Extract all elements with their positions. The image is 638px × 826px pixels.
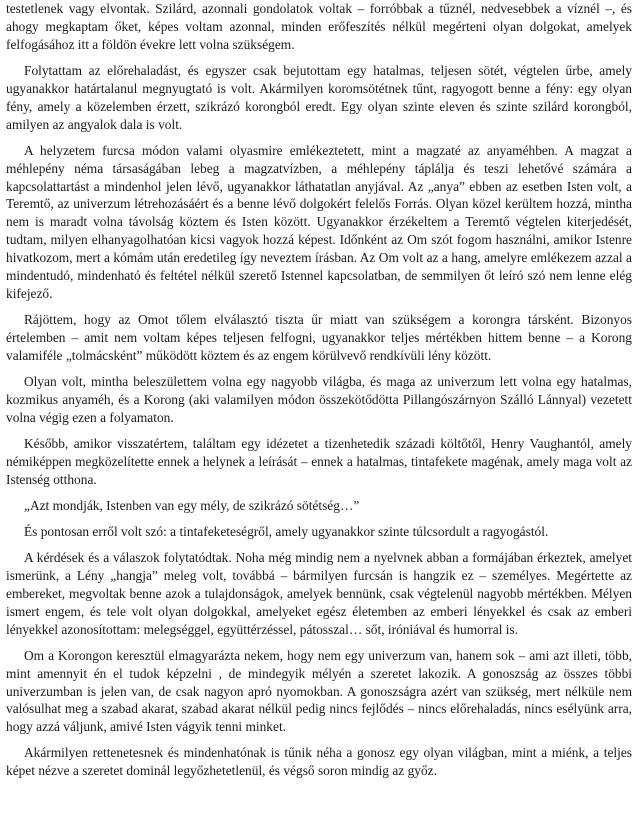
quote-paragraph: „Azt mondják, Istenben van egy mély, de szikrázó sötétség…”: [24, 497, 360, 513]
paragraph: A kérdések és a válaszok folytatódtak. Noha még mindig nem a nyelvnek abban a formájában érkeztek, amelyet ismerünk, a Lény „hangja” meleg volt, továbbá – bármilyen furcsán is hangzik ez – személyes. Megértette az embereket, megvoltak benne azok a tulajdonságok, amelyek bennünk, csak végtelenül nagyobb mértékben. Mélyen ismert engem, és tele volt olyan dolgokkal, amelyeket egész életemben az emberi lényekkel és csak az emberi lényekkel azonosítottam: melegséggel, együttérzéssel, pátosszal… sőt, iróniával és humorral is.: [6, 549, 632, 637]
book-page: [6, 0, 632, 826]
paragraph: Később, amikor visszatértem, találtam egy idézetet a tizenhetedik századi költőtől, Henry Vaughantól, amely némiképpen megközelítette ennek a helynek a leírását – ennek a hatalmas, tintafekete magénak, amely maga volt az Istenség otthona.: [6, 435, 632, 487]
paragraph-continuation: testetlenek vagy elvontak. Szilárd, azonnali gondolatok voltak – forróbbak a tűznél, nedvesebbek a víznél –, és ahogy megkaptam őket, képes voltam azonnal, minden erőfeszítés nélkül megérteni olyan dolgokat, amelyek felfogásához itt a földön évekre lett volna szükségem.: [6, 1, 632, 52]
paragraph: És pontosan erről volt szó: a tintafeketeségről, amely ugyanakkor szinte túlcsordult a ragyogástól.: [24, 523, 549, 539]
paragraph: Olyan volt, mintha beleszülettem volna egy nagyobb világba, és maga az univerzum lett volna egy hatalmas, kozmikus anyaméh, és a Korong (aki valamilyen módon összekötődötta Pillangószárnyon Szálló Lánnyal) vezetett volna végig ezen a folyamaton.: [6, 373, 632, 425]
paragraph: Om a Korongon keresztül elmagyarázta nekem, hogy nem egy univerzum van, hanem sok – ami azt illeti, több, mint amennyit én el tudok képzelni , de mindegyik mélyén a szeretet lakozik. A gonoszság az összes többi univerzumban is jelen van, de csak nagyon apró nyomokban. A gonoszságra azért van szükség, mert nélküle nem valósulhat meg a szabad akarat, szabad akarat nélkül pedig nincs fejlődés – nincs előrehaladás, nincs esélyünk arra, hogy azzá váljunk, amivé Isten vágyik tenni minket.: [6, 647, 632, 735]
paragraph: A helyzetem furcsa módon valami olyasmire emlékeztetett, mint a magzaté az anyaméhben. A magzat a méhlepény néma társaságában lebeg a magzatvízben, a méhlepény táplálja és teszi lehetővé számára a kapcsolattartást a mindenhol jelen lévő, ugyanakkor láthatatlan anyjával. Az „anya” ebben az esetben Isten volt, a Teremtő, az univerzum létrehozásáért és a benne lévő dolgokért felelős Forrás. Olyan közel kerültem hozzá, mintha nem is maradt volna távolság köztem és Isten között. Ugyanakkor érzékeltem a Teremtő végtelen kiterjedését, tudtam, milyen elhanyagolhatóan kicsi vagyok hozzá képest. Időnként az Om szót fogom használni, amikor Istenre hivatkozom, mert a kómám után eredetileg így neveztem írásban. Az Om volt az a hang, amelyre emlékezem azzal a mindentudó, mindenható és feltétel nélkül szerető Istennel kapcsolatban, de semmilyen őt leíró szó nem lenne elég kifejező.: [6, 142, 632, 301]
paragraph: Folytattam az előrehaladást, és egyszer csak bejutottam egy hatalmas, teljesen sötét, végtelen űrbe, amely ugyanakkor határtalanul megnyugtató is volt. Akármilyen koromsötétnek tűnt, ragyogott benne a fény: egy olyan fény, amely a közelemben érzett, szikrázó korongból eredt. Egy olyan szinte eleven és szinte szilárd korongból, amilyen az angyalok dala is volt.: [6, 62, 632, 132]
paragraph: Akármilyen rettenetesnek és mindenhatónak is tűnik néha a gonosz egy olyan világban, mint a miénk, a teljes képet nézve a szeretet dominál legyőzhetetlenül, és végső soron mindig az győz.: [6, 745, 632, 779]
paragraph: Rájöttem, hogy az Omot tőlem elválasztó tiszta űr miatt van szükségem a korongra társként. Bizonyos értelemben – amit nem voltam képes teljesen felfogni, ugyanakkor teljes mértékben hittem benne – a Korong valamiféle „tolmácsként” működött köztem és az engem körülvevő rendkívüli lény között.: [6, 312, 632, 363]
